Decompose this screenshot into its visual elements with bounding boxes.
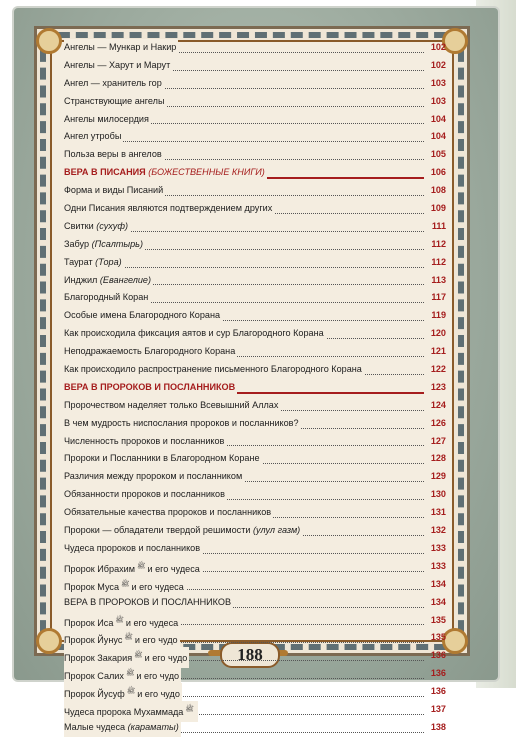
salutation-glyph: ﷺ — [137, 562, 146, 570]
page-number-plate — [208, 640, 288, 668]
toc-entry — [60, 218, 446, 236]
toc-entry — [60, 683, 446, 701]
toc-entry — [60, 576, 446, 594]
toc-entry — [60, 289, 446, 307]
salutation-glyph: ﷺ — [125, 670, 135, 678]
toc-page-number: 137 — [430, 703, 446, 714]
toc-entry — [60, 254, 446, 272]
toc-entry-title — [64, 433, 226, 451]
toc-page-number: 104 — [430, 131, 446, 142]
toc-entry — [60, 236, 446, 254]
toc-entry — [60, 361, 446, 379]
toc-page-number: 112 — [431, 238, 446, 249]
entry-title-text: ВЕРА В ПРОРОКОВ И ПОСЛАННИКОВ — [64, 596, 232, 607]
entry-title-suffix: и его чудеса — [131, 581, 184, 592]
toc-entry — [60, 433, 446, 451]
toc-page-number: 102 — [430, 42, 446, 52]
toc-page-number: 135 — [430, 632, 446, 643]
entry-title-text: Пророк Йунус — [64, 635, 123, 646]
toc-entry-title — [64, 468, 244, 486]
toc-entry-title — [64, 307, 222, 325]
toc-page-number: 126 — [430, 417, 446, 428]
toc-entry-title — [64, 379, 237, 397]
toc-entry-title — [64, 200, 274, 218]
toc-page-number: 109 — [430, 203, 446, 214]
entry-title-text: Странствующие ангелы — [64, 95, 165, 106]
toc-entry — [60, 93, 446, 111]
entry-title-suffix: и его чудеса — [147, 563, 200, 574]
entry-title-text: ВЕРА В ПРОРОКОВ И ПОСЛАННИКОВ — [64, 381, 236, 392]
toc-entry-title — [64, 522, 302, 540]
toc-page-number: 103 — [430, 95, 446, 106]
entry-title-text: Ангелы — Харут и Марут — [64, 59, 171, 70]
entry-title-text: Ангел утробы — [64, 131, 122, 142]
toc-entry — [60, 128, 446, 146]
toc-page-number: 128 — [430, 453, 446, 464]
toc-entry-title — [64, 504, 273, 522]
toc-entry — [60, 343, 446, 361]
toc-entry-title — [64, 343, 237, 361]
entry-title-text: Как происходило распространение письменного Благородного Корана — [64, 364, 362, 375]
toc-entry-title — [64, 218, 130, 236]
toc-entry-title — [64, 254, 124, 272]
toc-page-number: 105 — [430, 149, 446, 160]
toc-page-number: 104 — [430, 113, 446, 124]
entry-note: (улул газм) — [252, 525, 301, 536]
toc-page-number: 127 — [430, 435, 446, 446]
entry-note: (БОЖЕСТВЕННЫЕ КНИГИ) — [148, 167, 265, 178]
entry-title-text: Чудеса пророков и посланников — [64, 542, 201, 553]
toc-page-number: 136 — [430, 686, 446, 697]
toc-page-number: 106 — [430, 167, 446, 178]
toc-entry-title — [64, 164, 267, 182]
entry-note: (Тора) — [95, 256, 122, 267]
salutation-glyph: ﷺ — [134, 652, 143, 660]
toc-page-number: 133 — [430, 542, 446, 553]
toc-page-number: 112 — [431, 256, 446, 267]
toc-entry-title — [64, 486, 227, 504]
toc-entry — [60, 450, 446, 468]
toc-entry-title — [64, 719, 181, 737]
toc-entry — [60, 325, 446, 343]
toc-page-number: 134 — [430, 578, 446, 589]
toc-entry — [60, 75, 446, 93]
toc-entry-title — [64, 75, 164, 93]
entry-note: (Псалтырь) — [91, 238, 143, 249]
toc-page-number: 136 — [430, 668, 446, 679]
toc-section-heading — [60, 379, 446, 397]
entry-title-text: Пророчеством наделяет только Всевышний Аллах — [64, 399, 279, 410]
toc-page-number: 133 — [430, 560, 446, 571]
salutation-glyph: ﷺ — [124, 634, 133, 642]
toc-page-number: 123 — [430, 381, 446, 392]
toc-page-number: 117 — [431, 292, 446, 303]
toc-entry — [60, 397, 446, 415]
entry-title-text: Пророки и Посланники в Благородном Коране — [64, 453, 260, 464]
entry-title-text: Польза веры в ангелов — [64, 149, 162, 160]
toc-page-number: 113 — [431, 274, 446, 285]
entry-title-text: Особые имена Благородного Корана — [64, 310, 221, 321]
entry-title-text: Различия между пророком и посланником — [64, 471, 243, 482]
entry-title-text: Обязательные качества пророков и посланников — [64, 507, 272, 518]
entry-title-text: Обязанности пророков и посланников — [64, 489, 225, 500]
entry-title-text: Пророк Ибрахим — [64, 563, 136, 574]
toc-page-number: 119 — [431, 310, 446, 321]
toc-page-number: 138 — [430, 721, 446, 732]
toc-entry-title — [64, 236, 145, 254]
entry-title-text: Малые чудеса — [64, 721, 126, 732]
toc-entry — [60, 468, 446, 486]
toc-entry — [60, 594, 446, 612]
toc-section-heading — [60, 164, 446, 182]
toc-entry — [60, 522, 446, 540]
toc-entry — [60, 146, 446, 164]
toc-page-number: 124 — [430, 399, 446, 410]
toc-page-number: 111 — [431, 220, 446, 231]
toc-entry — [60, 612, 446, 630]
toc-page-number: 131 — [430, 507, 446, 518]
toc-entry — [60, 200, 446, 218]
entry-title-text: ВЕРА В ПИСАНИЯ — [64, 167, 146, 178]
toc-entry-title — [64, 325, 326, 343]
toc-entry — [60, 558, 446, 576]
toc-page-number: 129 — [430, 471, 446, 482]
toc-entry — [60, 486, 446, 504]
table-of-contents — [60, 39, 446, 737]
toc-page-number: 132 — [430, 525, 446, 536]
salutation-glyph: ﷺ — [121, 580, 130, 588]
toc-entry-title — [64, 540, 202, 558]
toc-entry-title — [64, 289, 150, 307]
toc-entry-title — [64, 415, 301, 433]
entry-title-suffix: и его чудо — [137, 689, 180, 700]
entry-title-text: Благородный Коран — [64, 292, 149, 303]
salutation-glyph: ﷺ — [115, 616, 124, 624]
entry-title-text: Свитки — [64, 220, 94, 231]
toc-entry — [60, 540, 446, 558]
entry-title-text: Пророки — обладатели твердой решимости — [64, 525, 251, 536]
entry-title-text: Пророк Закария — [64, 653, 133, 664]
toc-page-number: 130 — [430, 489, 446, 500]
toc-entry — [60, 111, 446, 129]
toc-page-number: 121 — [430, 346, 446, 357]
entry-title-text: Пророк Салих — [64, 671, 124, 682]
toc-entry-title — [64, 111, 151, 129]
entry-title-suffix: и его чудо — [136, 671, 180, 682]
page-number: 188 — [220, 642, 280, 668]
toc-entry — [60, 272, 446, 290]
salutation-glyph: ﷺ — [126, 688, 136, 696]
toc-entry-title — [64, 128, 123, 146]
entry-title-text: Чудеса пророка Мухаммада — [64, 706, 184, 717]
entry-note: (Евангелие) — [99, 274, 151, 285]
entry-title-text: Как происходила фиксация аятов и сур Благородного Корана — [64, 328, 324, 339]
toc-page-number: 134 — [430, 596, 446, 607]
toc-entry-title — [64, 272, 153, 290]
toc-entry-title — [64, 397, 280, 415]
toc-page-number: 122 — [430, 364, 446, 375]
toc-page-number: 136 — [430, 650, 446, 661]
toc-entry — [60, 57, 446, 75]
entry-title-text: Форма и виды Писаний — [64, 185, 164, 196]
entry-title-text: Ангелы милосердия — [64, 113, 149, 124]
corner-ornament — [36, 628, 62, 654]
salutation-glyph: ﷺ — [185, 705, 194, 713]
toc-entry-title — [64, 93, 167, 111]
toc-entry — [60, 182, 446, 200]
toc-entry-title — [64, 450, 262, 468]
toc-entry-title — [64, 182, 165, 200]
entry-title-text: Таурат — [64, 256, 93, 267]
entry-title-text: В чем мудрость ниспослания пророков и посланников? — [64, 417, 299, 428]
entry-title-text: Забур — [64, 238, 90, 249]
toc-entry — [60, 307, 446, 325]
toc-entry-title — [64, 57, 172, 75]
toc-entry-title — [64, 361, 364, 379]
toc-page-number: 120 — [430, 328, 446, 339]
toc-page-number: 103 — [430, 77, 446, 88]
toc-entry — [60, 415, 446, 433]
entry-title-suffix: и его чудо — [144, 653, 188, 664]
entry-title-text: Одни Писания являются подтверждением других — [64, 203, 273, 214]
toc-page-number: 102 — [430, 59, 446, 70]
toc-entry — [60, 39, 446, 57]
toc-page-number: 108 — [430, 185, 446, 196]
toc-entry — [60, 701, 446, 719]
entry-title-text: Пророк Иса — [64, 617, 114, 628]
entry-title-text: Пророк Муса — [64, 581, 119, 592]
entry-title-suffix: и его чудо — [134, 635, 178, 646]
entry-title-text: Численность пророков и посланников — [64, 435, 225, 446]
entry-title-suffix: и его чудеса — [125, 617, 179, 628]
entry-title-text: Инджил — [64, 274, 98, 285]
entry-title-text: Пророк Йусуф — [64, 689, 125, 700]
entry-note: (сухуф) — [96, 220, 128, 231]
entry-title-text: Ангелы — Мункар и Накир — [64, 42, 177, 52]
toc-entry — [60, 504, 446, 522]
entry-title-text: Неподражаемость Благородного Корана — [64, 346, 236, 357]
entry-note: (караматы) — [127, 721, 179, 732]
entry-title-text: Ангел — хранитель гор — [64, 77, 162, 88]
toc-entry-title — [64, 146, 164, 164]
toc-entry-title — [64, 594, 233, 612]
toc-entry — [60, 719, 446, 737]
toc-entry-title — [64, 39, 178, 57]
corner-ornament — [36, 28, 62, 54]
toc-page-number: 135 — [430, 614, 446, 625]
